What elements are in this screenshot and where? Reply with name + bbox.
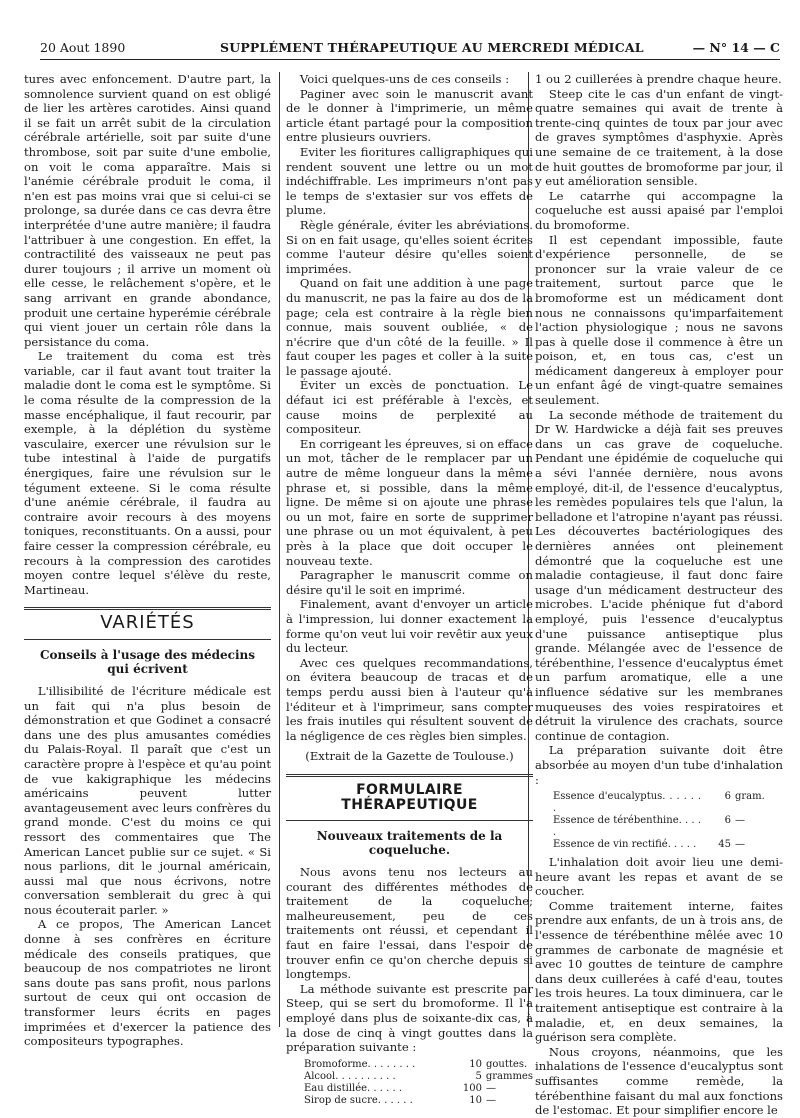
paragraph: Nous croyons, néanmoins, que les inhalations de l'essence d'eucalyptus sont suffisantes comme remède, la térébenthine faisant du mal aux fonctions de l'estomac. Et pour simplifier encore le (535, 1044, 783, 1118)
header-number: — N° 14 — C (692, 40, 780, 55)
section-divider (286, 774, 533, 777)
recipe-row: Bromoforme. . . . . . . . 10 gouttes. (304, 1058, 528, 1070)
article-title: Nouveaux traitements de la coqueluche. (316, 829, 503, 858)
paragraph: La préparation suivante doit être absorbée au moyen d'un tube d'inhalation : (535, 743, 783, 787)
paragraph: Steep cite le cas d'un enfant de vingt-quatre semaines qui avait de trente à trente-cinq quintes de toux par jour avec de graves symptômes d'asphyxie. Après une semaine de ce traitement, à la dose de huit gouttes de bromoforme par jour, il y eut amélioration sensible. (535, 86, 783, 189)
recipe-row: Eau distillée. . . . . . 100 — (304, 1082, 496, 1094)
section-divider (24, 607, 271, 610)
paragraph: Le catarrhe qui accompagne la coqueluche est aussi apaisé par l'emploi du bromoforme. (535, 188, 783, 232)
column-3 (535, 72, 783, 1118)
paragraph: Quand on fait une addition à une page du manuscrit, ne pas la faire au dos de la page; cela est contraire à la règle bien connue, mais souvent oubliée, « de n'écrire que d'un côté de la feuille. » Il faut couper les pages et coller à la suite le passage ajouté. (286, 276, 533, 378)
source-citation: (Extrait de la Gazette de Toulouse.) (305, 749, 514, 764)
paragraph: Paragrapher le manuscrit comme on désire qu'il le soit en imprimé. (286, 568, 533, 597)
divider (286, 820, 533, 821)
section-title-varietes: VARIÉTÉS (100, 612, 195, 634)
paragraph: A ce propos, The American Lancet donne à ses confrères en écriture médicale des conseils pratiques, que beaucoup de nos compatriotes ne liront sans doute pas sans profit, nous parlons surtout de ceux qui ont occasion de transformer leurs écrits en pages imprimées et d'exercer la patience des compositeurs typographes. (24, 917, 271, 1049)
header-date: 20 Aout 1890 (40, 40, 126, 55)
column-divider-1 (279, 72, 280, 1027)
recipe-inhalation (553, 791, 783, 851)
paragraph: Avec ces quelques recommandations, on évitera beaucoup de tracas et de temps perdu aussi bien à l'auteur qu'à l'éditeur et à l'imprimeur, sans compter les frais inutiles qui résultent souvent de la négligence de ces règles bien simples. (286, 655, 533, 743)
paragraph: Paginer avec soin le manuscrit avant de le donner à l'imprimerie, un même article étant partagé pour la composition entre plusieurs ouvriers. (286, 86, 533, 145)
paragraph: 1 ou 2 cuillerées à prendre chaque heure. (535, 72, 782, 86)
paragraph: Règle générale, éviter les abréviations. Si on en fait usage, qu'elles soient écrites comme l'auteur désire qu'elles soient imprimées. (286, 217, 533, 276)
paragraph: Éviter un excès de ponctuation. Le défaut ici est préférable à l'excès, et cause moins de perplexité au compositeur. (286, 378, 533, 437)
paragraph: Comme traitement interne, faites prendre aux enfants, de un à trois ans, de l'essence de térébenthine mêlée avec 10 grammes de carbonate de magnésie et avec 10 gouttes de teinture de camphre dans deux cuillerées à café d'eau, toutes les trois heures. La toux diminuera, car le traitement antiseptique est contraire à la maladie, et, en deux semaines, la guérison sera complète. (535, 898, 783, 1045)
paragraph: Eviter les fioritures calligraphiques qui rendent souvent une lettre ou un mot indéchiffrable. Les imprimeurs n'ont pas le temps de s'extasier sur vos effets de plume. (286, 144, 533, 218)
column-1 (24, 72, 271, 1072)
page-header (40, 38, 780, 60)
header-title: SUPPLÉMENT THÉRAPEUTIQUE AU MERCREDI MÉDICAL (220, 40, 644, 55)
paragraph: En corrigeant les épreuves, si on efface un mot, tâcher de le remplacer par un autre de même longueur dans la même phrase et, si possible, dans la même ligne. De même si on ajoute une phrase ou un mot, faire en sorte de supprimer une phrase ou un mot équivalent, à peu près à la place que doit occuper le nouveau texte. (286, 436, 533, 568)
paragraph: La méthode suivante est prescrite par Steep, qui se sert du bromoforme. Il l'a employé dans plus de soixante-dix cas, à la dose de cinq à vingt gouttes dans la préparation suivante : (286, 981, 533, 1055)
paragraph: tures avec enfoncement. D'autre part, la somnolence survient quand on est obligé de lier les artères carotides. Ainsi quand il se fait un arrêt subit de la circulation cérébrale artérielle, soit par suite d'une thrombose, soit par suite d'une embolie, on voit le coma apparaître. Mais si l'anémie cérébrale produit le coma, il n'en est pas moins vrai que si celui-ci se prolonge, sa durée dans ce cas devra être interprétée d'une autre manière; il faudra l'attribuer à une congestion. En effet, la contractilité des vaisseaux ne peut pas durer toujours ; il arrive un moment où elle cesse, le relâchement s'opère, et le sang arrivant en grande abondance, produit une certaine hyperémie cérébrale qui vient jouer un certain rôle dans la persistance du coma. (24, 72, 271, 349)
header-rule (40, 59, 780, 60)
article-title: Conseils à l'usage des médecins qui écrivent (39, 647, 256, 676)
paragraph: La seconde méthode de traitement du Dr W. Hardwicke a déjà fait ses preuves dans un cas grave de coqueluche. Pendant une épidémie de coqueluche qui a sévi l'année dernière, nous avons employé, dit-il, de l'essence d'eucalyptus, les remèdes populaires tels que l'alun, la belladone et l'atropine n'ayant pas réussi. Les découvertes bactériologiques des dernières années ont pleinement démontré que la coqueluche est une maladie contagieuse, il faut donc faire usage d'un médicament destructeur des microbes. L'acide phénique fut d'abord employé, puis l'essence d'eucalyptus d'une puissance antiseptique plus grande. Mélangée avec de l'essence de térébenthine, l'essence d'eucalyptus émet un parfum aromatique, elle a une influence sédative sur les membranes muqueuses des voies respiratoires et détruit la virulence des crachats, source continue de contagion. (535, 407, 783, 743)
paragraph: Le traitement du coma est très variable, car il faut avant tout traiter la maladie dont le coma est le symptôme. Si le coma résulte de la compression de la masse encéphalique, il faut recourir, par exemple, à la déplétion du système vasculaire, exercer une révulsion sur le tube intestinal à l'aide de purgatifs énergiques, faire une révulsion sur le tégument exteene. Si le coma résulte d'une anémie cérébrale, il faudra au contraire avoir recours à des moyens toniques, reconstituants. On a aussi, pour faire cesser la compression cérébrale, eu recours à la compression des carotides moyen contre lequel s'élève du reste, Martineau. (24, 349, 271, 597)
recipe-row: Essence de vin rectifié. . . . . 45 — (553, 839, 745, 851)
paragraph: Finalement, avant d'envoyer un article à l'impression, lui donner exactement la forme qu'on veut lui voir revêtir aux yeux du lecteur. (286, 597, 533, 656)
recipe-row: Sirop de sucre. . . . . . 10 — (304, 1094, 496, 1106)
recipe-row: Essence de térébenthine. . . . . 6 — (553, 815, 745, 839)
recipe-row: Alcool. . . . . . . . . . 5 grammes (304, 1070, 533, 1082)
recipe-bromoforme (304, 1059, 533, 1107)
paragraph: Voici quelques-uns de ces conseils : (299, 72, 510, 86)
paragraph: Nous avons tenu nos lecteurs au courant des différentes méthodes de traitement de la coqueluche; malheureusement, peu de ces traitements ont réussi, et cependant il faut en faire l'essai, dans l'espoir de trouver enfin ce qu'on cherche depuis si longtemps. (286, 865, 533, 982)
section-title-formulaire: FORMULAIRE THÉRAPEUTIQUE (341, 781, 478, 813)
column-2 (286, 72, 533, 1106)
paragraph: Il est cependant impossible, faute d'expérience personnelle, de se prononcer sur la vraie valeur de ce traitement, surtout parce que le bromoforme est un médicament dont nous ne connaissons qu'imparfaitement l'action physiologique ; nous ne savons pas à quelle dose il commence à être un poison, et, en tous cas, c'est un médicament dangereux à employer pour un enfant âgé de vingt-quatre semaines seulement. (535, 232, 783, 408)
paragraph: L'illisibilité de l'écriture médicale est un fait qui n'a plus besoin de démonstration et que Godinet a consacré dans une des plus amusantes comédies du Palais-Royal. Il paraît que c'est un caractère propre à l'espèce et qu'au point de vue kakigraphique les médecins américains peuvent lutter avantageusement avec leurs confrères du grand monde. C'est du moins ce qui ressort des commentaires que The American Lancet publie sur ce sujet. « Si nous parlions, dit le journal américain, aussi mal que nous écrivons, notre conversation semblerait du grec à qui nous écouterait parler. » (24, 683, 271, 917)
divider (24, 639, 271, 640)
recipe-row: Essence d'eucalyptus. . . . . . . 6 gram. (553, 791, 765, 815)
paragraph: L'inhalation doit avoir lieu une demi-heure avant les repas et avant de se coucher. (535, 855, 783, 899)
